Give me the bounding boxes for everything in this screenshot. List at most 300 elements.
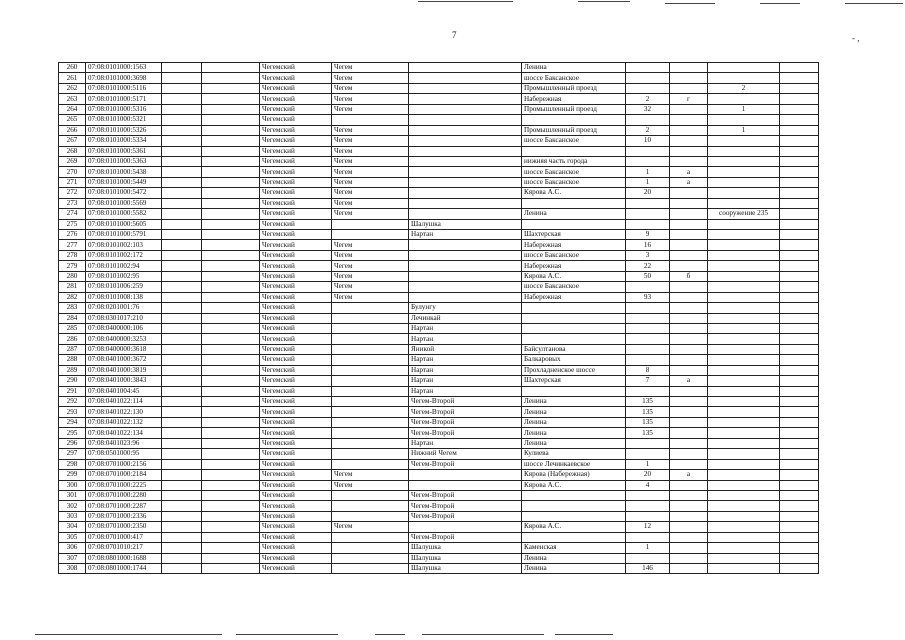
blank-cell — [162, 438, 202, 448]
row-number: 306 — [59, 543, 86, 553]
row-number: 279 — [59, 261, 86, 271]
table-row — [59, 553, 819, 563]
house-cell: 3 — [626, 250, 670, 260]
district-cell: Чегемский — [260, 83, 332, 93]
blank-cell — [162, 397, 202, 407]
district-cell: Чегемский — [260, 543, 332, 553]
row-number: 290 — [59, 376, 86, 386]
building-cell — [708, 188, 780, 198]
blank-cell — [780, 564, 819, 574]
house-cell: 8 — [626, 365, 670, 375]
cadastral-number: 07:08:0401000:3843 — [86, 376, 162, 386]
letter-cell: а — [670, 177, 708, 187]
city-cell: Чегем — [332, 271, 409, 281]
house-cell — [626, 355, 670, 365]
house-cell: 146 — [626, 564, 670, 574]
blank-cell — [202, 365, 260, 375]
blank-cell — [780, 73, 819, 83]
district-cell: Чегемский — [260, 344, 332, 354]
row-number: 293 — [59, 407, 86, 417]
cadastral-number: 07:08:0400000:3253 — [86, 334, 162, 344]
blank-cell — [780, 355, 819, 365]
letter-cell — [670, 564, 708, 574]
street-cell — [522, 490, 626, 500]
letter-cell — [670, 397, 708, 407]
house-cell: 16 — [626, 240, 670, 250]
blank-cell — [162, 73, 202, 83]
letter-cell — [670, 282, 708, 292]
letter-cell — [670, 156, 708, 166]
blank-cell — [202, 553, 260, 563]
city-cell — [332, 334, 409, 344]
blank-cell — [202, 83, 260, 93]
row-number: 263 — [59, 94, 86, 104]
blank-cell — [202, 188, 260, 198]
house-cell — [626, 553, 670, 563]
row-number: 280 — [59, 271, 86, 281]
settlement-cell: Нартан — [409, 386, 522, 396]
letter-cell — [670, 428, 708, 438]
building-cell — [708, 271, 780, 281]
building-cell — [708, 334, 780, 344]
street-cell: Ленина — [522, 553, 626, 563]
blank-cell — [780, 250, 819, 260]
table-row — [59, 73, 819, 83]
city-cell: Чегем — [332, 188, 409, 198]
table-row — [59, 156, 819, 166]
blank-cell — [780, 292, 819, 302]
blank-cell — [202, 428, 260, 438]
blank-cell — [202, 73, 260, 83]
city-cell: Чегем — [332, 198, 409, 208]
letter-cell — [670, 543, 708, 553]
district-cell: Чегемский — [260, 271, 332, 281]
table-row — [59, 355, 819, 365]
building-cell — [708, 313, 780, 323]
blank-cell — [162, 63, 202, 73]
house-cell: 1 — [626, 543, 670, 553]
blank-cell — [202, 230, 260, 240]
letter-cell — [670, 209, 708, 219]
row-number: 292 — [59, 397, 86, 407]
blank-cell — [780, 115, 819, 125]
house-cell: 135 — [626, 428, 670, 438]
table-row — [59, 115, 819, 125]
blank-cell — [780, 344, 819, 354]
blank-cell — [202, 397, 260, 407]
row-number: 294 — [59, 417, 86, 427]
settlement-cell — [409, 188, 522, 198]
blank-cell — [202, 198, 260, 208]
letter-cell — [670, 532, 708, 542]
building-cell — [708, 94, 780, 104]
cadastral-number: 07:08:0101006:259 — [86, 282, 162, 292]
building-cell — [708, 511, 780, 521]
cadastral-number: 07:08:0701000:2336 — [86, 511, 162, 521]
table-row — [59, 240, 819, 250]
registry-table-wrap — [58, 62, 819, 574]
settlement-cell: Шалушка — [409, 219, 522, 229]
settlement-cell — [409, 136, 522, 146]
house-cell — [626, 303, 670, 313]
settlement-cell: Шалушка — [409, 564, 522, 574]
city-cell — [332, 428, 409, 438]
city-cell — [332, 417, 409, 427]
district-cell: Чегемский — [260, 136, 332, 146]
cadastral-number: 07:08:0101000:5334 — [86, 136, 162, 146]
house-cell — [626, 219, 670, 229]
district-cell: Чегемский — [260, 240, 332, 250]
house-cell: 1 — [626, 177, 670, 187]
building-cell — [708, 292, 780, 302]
street-cell: Кярова А.С. — [522, 188, 626, 198]
blank-cell — [780, 282, 819, 292]
blank-cell — [162, 167, 202, 177]
blank-cell — [162, 323, 202, 333]
row-number: 266 — [59, 125, 86, 135]
letter-cell — [670, 230, 708, 240]
blank-cell — [202, 313, 260, 323]
blank-cell — [780, 63, 819, 73]
settlement-cell — [409, 209, 522, 219]
district-cell: Чегемский — [260, 73, 332, 83]
cadastral-number: 07:08:0701010:217 — [86, 543, 162, 553]
scan-line-bottom-3 — [375, 634, 405, 635]
row-number: 278 — [59, 250, 86, 260]
district-cell: Чегемский — [260, 156, 332, 166]
settlement-cell — [409, 250, 522, 260]
blank-cell — [202, 136, 260, 146]
blank-cell — [202, 511, 260, 521]
cadastral-number: 07:08:0101000:5171 — [86, 94, 162, 104]
city-cell — [332, 115, 409, 125]
table-row — [59, 428, 819, 438]
settlement-cell — [409, 94, 522, 104]
blank-cell — [202, 261, 260, 271]
blank-cell — [780, 209, 819, 219]
settlement-cell: Шалушка — [409, 553, 522, 563]
blank-cell — [162, 470, 202, 480]
table-row — [59, 417, 819, 427]
letter-cell — [670, 334, 708, 344]
street-cell: Ленина — [522, 209, 626, 219]
district-cell: Чегемский — [260, 470, 332, 480]
table-row — [59, 344, 819, 354]
letter-cell: г — [670, 94, 708, 104]
cadastral-number: 07:08:0101002:172 — [86, 250, 162, 260]
blank-cell — [202, 323, 260, 333]
building-cell — [708, 564, 780, 574]
building-cell — [708, 115, 780, 125]
row-number: 295 — [59, 428, 86, 438]
building-cell — [708, 438, 780, 448]
blank-cell — [202, 334, 260, 344]
cadastral-number: 07:08:0101000:5569 — [86, 198, 162, 208]
house-cell: 93 — [626, 292, 670, 302]
city-cell — [332, 397, 409, 407]
street-cell: Ленина — [522, 417, 626, 427]
blank-cell — [202, 94, 260, 104]
settlement-cell — [409, 240, 522, 250]
cadastral-number: 07:08:0101000:5449 — [86, 177, 162, 187]
blank-cell — [780, 83, 819, 93]
street-cell — [522, 334, 626, 344]
blank-cell — [162, 261, 202, 271]
table-row — [59, 94, 819, 104]
blank-cell — [162, 522, 202, 532]
settlement-cell — [409, 177, 522, 187]
table-row — [59, 365, 819, 375]
settlement-cell — [409, 115, 522, 125]
row-number: 297 — [59, 449, 86, 459]
district-cell: Чегемский — [260, 334, 332, 344]
building-cell — [708, 323, 780, 333]
district-cell: Чегемский — [260, 417, 332, 427]
house-cell: 50 — [626, 271, 670, 281]
district-cell: Чегемский — [260, 313, 332, 323]
letter-cell — [670, 188, 708, 198]
row-number: 285 — [59, 323, 86, 333]
cadastral-number: 07:08:0101000:5116 — [86, 83, 162, 93]
district-cell: Чегемский — [260, 209, 332, 219]
settlement-cell: Нартан — [409, 365, 522, 375]
table-row — [59, 501, 819, 511]
building-cell — [708, 344, 780, 354]
cadastral-number: 07:08:0701000:417 — [86, 532, 162, 542]
table-row — [59, 63, 819, 73]
cadastral-number: 07:08:0701000:2350 — [86, 522, 162, 532]
blank-cell — [780, 219, 819, 229]
district-cell: Чегемский — [260, 407, 332, 417]
blank-cell — [162, 115, 202, 125]
building-cell — [708, 376, 780, 386]
blank-cell — [162, 313, 202, 323]
blank-cell — [202, 376, 260, 386]
house-cell: 32 — [626, 104, 670, 114]
blank-cell — [162, 292, 202, 302]
blank-cell — [162, 428, 202, 438]
settlement-cell — [409, 167, 522, 177]
district-cell: Чегемский — [260, 230, 332, 240]
house-cell: 135 — [626, 407, 670, 417]
table-row — [59, 313, 819, 323]
settlement-cell: Нартан — [409, 334, 522, 344]
city-cell — [332, 459, 409, 469]
street-cell: Ленина — [522, 407, 626, 417]
table-row — [59, 480, 819, 490]
table-row — [59, 438, 819, 448]
blank-cell — [162, 417, 202, 427]
settlement-cell — [409, 292, 522, 302]
street-cell: нижняя часть города — [522, 156, 626, 166]
settlement-cell: Чегем-Второй — [409, 459, 522, 469]
blank-cell — [162, 303, 202, 313]
district-cell: Чегемский — [260, 63, 332, 73]
table-row — [59, 261, 819, 271]
scan-line-bottom-4 — [422, 634, 544, 635]
blank-cell — [780, 323, 819, 333]
building-cell — [708, 490, 780, 500]
registry-table-body — [59, 63, 819, 574]
blank-cell — [202, 501, 260, 511]
row-number: 289 — [59, 365, 86, 375]
blank-cell — [780, 449, 819, 459]
building-cell — [708, 428, 780, 438]
settlement-cell — [409, 282, 522, 292]
city-cell: Чегем — [332, 125, 409, 135]
settlement-cell: Булунгу — [409, 303, 522, 313]
building-cell: 1 — [708, 125, 780, 135]
table-row — [59, 209, 819, 219]
city-cell: Чегем — [332, 470, 409, 480]
letter-cell — [670, 553, 708, 563]
letter-cell — [670, 490, 708, 500]
street-cell — [522, 313, 626, 323]
building-cell: сооружение 235 — [708, 209, 780, 219]
cadastral-number: 07:08:0201001:76 — [86, 303, 162, 313]
cadastral-number: 07:08:0701000:2225 — [86, 480, 162, 490]
table-row — [59, 125, 819, 135]
blank-cell — [162, 386, 202, 396]
street-cell: шоссе Баксанское — [522, 73, 626, 83]
letter-cell — [670, 115, 708, 125]
building-cell — [708, 136, 780, 146]
house-cell — [626, 115, 670, 125]
building-cell — [708, 282, 780, 292]
street-cell: Кярова (Набережная) — [522, 470, 626, 480]
row-number: 268 — [59, 146, 86, 156]
table-row — [59, 188, 819, 198]
blank-cell — [162, 543, 202, 553]
cadastral-number: 07:08:0101000:5605 — [86, 219, 162, 229]
settlement-cell: Чегем-Второй — [409, 407, 522, 417]
blank-cell — [780, 198, 819, 208]
blank-cell — [162, 136, 202, 146]
building-cell — [708, 198, 780, 208]
house-cell — [626, 146, 670, 156]
district-cell: Чегемский — [260, 282, 332, 292]
cadastral-number: 07:08:0101000:5472 — [86, 188, 162, 198]
city-cell — [332, 511, 409, 521]
district-cell: Чегемский — [260, 397, 332, 407]
building-cell — [708, 156, 780, 166]
house-cell — [626, 438, 670, 448]
blank-cell — [162, 271, 202, 281]
table-row — [59, 511, 819, 521]
blank-cell — [162, 344, 202, 354]
letter-cell — [670, 250, 708, 260]
cadastral-number: 07:08:0101000:5361 — [86, 146, 162, 156]
city-cell — [332, 490, 409, 500]
house-cell: 135 — [626, 397, 670, 407]
house-cell — [626, 532, 670, 542]
district-cell: Чегемский — [260, 365, 332, 375]
street-cell — [522, 115, 626, 125]
street-cell: шоссе Баксанское — [522, 282, 626, 292]
blank-cell — [202, 167, 260, 177]
street-cell: Кярова А.С. — [522, 271, 626, 281]
table-row — [59, 386, 819, 396]
cadastral-number: 07:08:0501000:95 — [86, 449, 162, 459]
house-cell: 135 — [626, 417, 670, 427]
table-row — [59, 376, 819, 386]
cadastral-number: 07:08:0101000:5316 — [86, 104, 162, 114]
house-cell — [626, 198, 670, 208]
settlement-cell: Лечинкай — [409, 313, 522, 323]
building-cell — [708, 177, 780, 187]
blank-cell — [780, 136, 819, 146]
house-cell: 9 — [626, 230, 670, 240]
house-cell — [626, 449, 670, 459]
cadastral-number: 07:08:0401022:134 — [86, 428, 162, 438]
letter-cell — [670, 323, 708, 333]
row-number: 308 — [59, 564, 86, 574]
scan-line-top-4 — [760, 3, 800, 4]
row-number: 277 — [59, 240, 86, 250]
building-cell — [708, 219, 780, 229]
street-cell: Каменская — [522, 543, 626, 553]
blank-cell — [780, 470, 819, 480]
house-cell — [626, 282, 670, 292]
city-cell: Чегем — [332, 480, 409, 490]
street-cell: Ленина — [522, 564, 626, 574]
cadastral-number: 07:08:0400000:106 — [86, 323, 162, 333]
blank-cell — [202, 63, 260, 73]
cadastral-number: 07:08:0101000:5582 — [86, 209, 162, 219]
settlement-cell: Яникой — [409, 344, 522, 354]
blank-cell — [780, 177, 819, 187]
scan-line-bottom-2 — [236, 634, 338, 635]
house-cell: 2 — [626, 125, 670, 135]
district-cell: Чегемский — [260, 501, 332, 511]
building-cell — [708, 459, 780, 469]
cadastral-number: 07:08:0101002:103 — [86, 240, 162, 250]
street-cell: Промышленный проезд — [522, 125, 626, 135]
building-cell — [708, 365, 780, 375]
cadastral-number: 07:08:0101008:138 — [86, 292, 162, 302]
settlement-cell: Чегем-Второй — [409, 490, 522, 500]
building-cell — [708, 553, 780, 563]
district-cell: Чегемский — [260, 564, 332, 574]
blank-cell — [780, 459, 819, 469]
district-cell: Чегемский — [260, 490, 332, 500]
table-row — [59, 532, 819, 542]
city-cell — [332, 365, 409, 375]
building-cell: 1 — [708, 104, 780, 114]
settlement-cell: Нижний Чегем — [409, 449, 522, 459]
district-cell: Чегемский — [260, 480, 332, 490]
scan-line-top-2 — [578, 1, 630, 2]
letter-cell — [670, 522, 708, 532]
blank-cell — [202, 177, 260, 187]
blank-cell — [202, 532, 260, 542]
city-cell: Чегем — [332, 63, 409, 73]
cadastral-number: 07:08:0401000:3672 — [86, 355, 162, 365]
district-cell: Чегемский — [260, 94, 332, 104]
letter-cell — [670, 219, 708, 229]
district-cell: Чегемский — [260, 167, 332, 177]
building-cell — [708, 261, 780, 271]
street-cell: Промышленный проезд — [522, 83, 626, 93]
city-cell — [332, 344, 409, 354]
row-number: 274 — [59, 209, 86, 219]
table-row — [59, 104, 819, 114]
row-number: 272 — [59, 188, 86, 198]
building-cell — [708, 501, 780, 511]
district-cell: Чегемский — [260, 125, 332, 135]
letter-cell — [670, 438, 708, 448]
letter-cell — [670, 83, 708, 93]
